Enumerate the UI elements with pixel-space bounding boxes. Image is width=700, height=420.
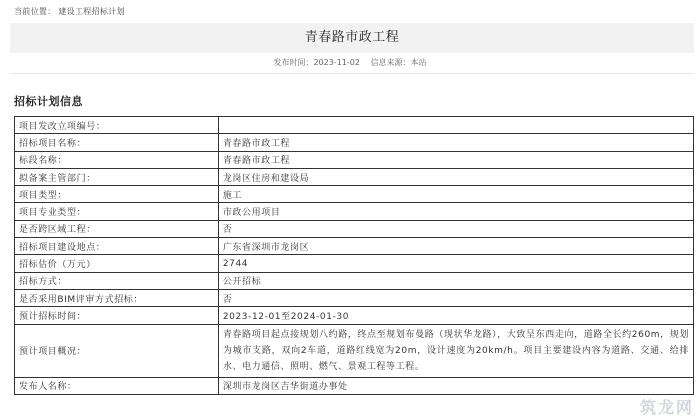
row-label: 是否跨区域工程： [15, 220, 219, 237]
breadcrumb [14, 6, 125, 17]
table-row [15, 203, 694, 220]
row-value: 青春路市政工程 [218, 134, 693, 151]
row-value: 2744 [218, 255, 693, 272]
row-value: 青春路项目起点接规划八约路，终点至规划布曼路（现状华龙路），大致呈东西走向，道路全长约260m，规划为城市支路，双向2车道，道路红线宽为20m，设计速度为20km/h。项目主要建设内容为道路、交通、给排水、电力通信、照明、燃气、景观工程等工程。 [218, 324, 693, 377]
breadcrumb-current-link[interactable]: 建设工程招标计划 [58, 7, 125, 16]
publish-time: 发布时间：2023-11-02 [273, 58, 360, 67]
row-value: 广东省深圳市龙岗区 [218, 238, 693, 255]
row-label: 拟备案主管部门： [15, 168, 219, 185]
page-title: 青春路市政工程 [304, 30, 400, 45]
row-value: 青春路市政工程 [218, 151, 693, 168]
table-row [15, 117, 694, 134]
row-value: 否 [218, 289, 693, 306]
row-label: 招标项目名称： [15, 134, 219, 151]
row-label: 项目发改立项编号： [15, 117, 219, 134]
table-row [15, 168, 694, 185]
row-label: 预计招标时间： [15, 307, 219, 324]
row-label: 招标方式： [15, 272, 219, 289]
row-value: 深圳市龙岗区吉华街道办事处 [218, 377, 693, 394]
row-label: 招标项目建设地点： [15, 238, 219, 255]
row-label: 招标估价（万元） [15, 255, 219, 272]
watermark-logo: 筑龙网 [639, 398, 694, 417]
row-value: 龙岗区住房和建设局 [218, 168, 693, 185]
row-value: 施工 [218, 186, 693, 203]
table-row [15, 255, 694, 272]
row-label: 是否采用BIM评审方式招标： [15, 289, 219, 306]
info-source: 信息来源：本站 [370, 58, 427, 67]
section-title: 招标计划信息 [14, 95, 83, 108]
row-label: 项目类型： [15, 186, 219, 203]
row-value: 否 [218, 220, 693, 237]
table-row-publisher [15, 377, 694, 394]
info-table [14, 116, 694, 395]
table-row [15, 272, 694, 289]
row-label: 预计项目概况： [15, 324, 219, 377]
table-row [15, 134, 694, 151]
row-value: 公开招标 [218, 272, 693, 289]
row-label: 项目专业类型： [15, 203, 219, 220]
row-value: 市政公用项目 [218, 203, 693, 220]
title-band [10, 23, 694, 53]
table-row [15, 289, 694, 306]
meta-info [0, 57, 700, 68]
table-row [15, 220, 694, 237]
row-value [218, 117, 693, 134]
table-row-overview [15, 324, 694, 377]
breadcrumb-prefix: 当前位置： [14, 7, 56, 16]
divider [10, 73, 694, 74]
table-row [15, 238, 694, 255]
table-row [15, 186, 694, 203]
table-row [15, 151, 694, 168]
table-row [15, 307, 694, 324]
row-label: 标段名称： [15, 151, 219, 168]
row-value: 2023-12-01至2024-01-30 [218, 307, 693, 324]
row-label: 发布人名称： [15, 377, 219, 394]
